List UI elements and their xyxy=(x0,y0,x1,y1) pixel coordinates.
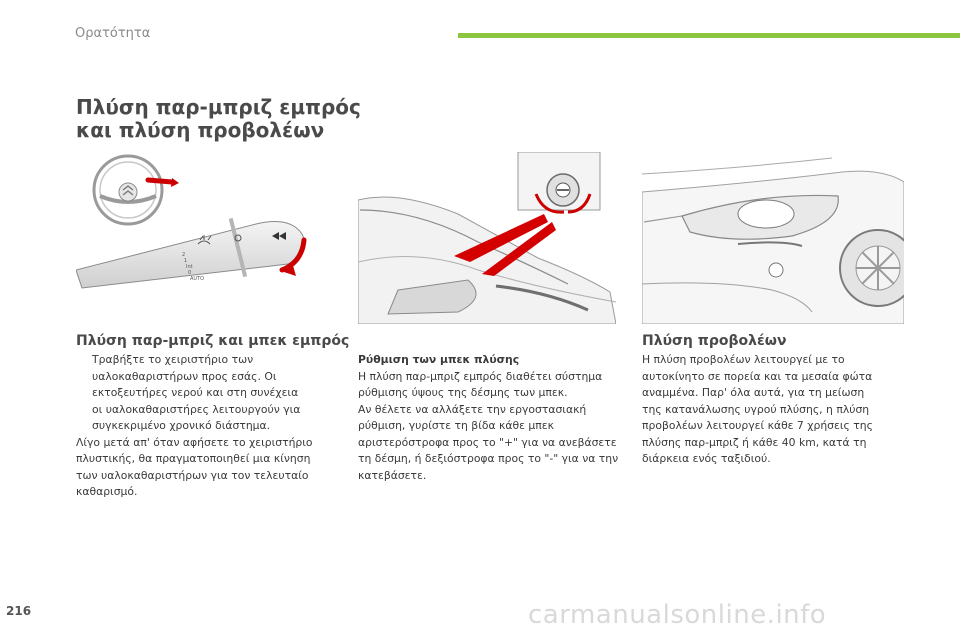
text-line: ρύθμισης ύψους της δέσμης των μπεκ. xyxy=(358,386,568,399)
page-title xyxy=(76,96,361,142)
text-line: προβολέων λειτουργεί κάθε 7 χρήσεις της xyxy=(642,419,873,432)
nozzle-adjustment-subtitle: Ρύθμιση των μπεκ πλύσης xyxy=(358,353,520,366)
text-line: της κατανάλωσης υγρού πλύσης, η πλύση xyxy=(642,402,870,416)
text-line: καθαρισμό. xyxy=(76,485,138,498)
wiper-stalk-illustration xyxy=(76,152,322,290)
text-line: υαλοκαθαριστήρων προς εσάς. Οι xyxy=(92,369,277,383)
section-label: Ορατότητα xyxy=(75,26,151,41)
headlamp-wash-text xyxy=(642,352,892,468)
text-line: διάρκεια ενός ταξιδιού. xyxy=(642,452,771,465)
nozzle-adjustment-text xyxy=(358,352,622,484)
bullet-arrow-icon xyxy=(76,352,92,435)
text-line: συγκεκριμένο χρονικό διάστημα. xyxy=(92,419,271,432)
stalk-label: 2 xyxy=(182,252,186,258)
text-line: οι υαλοκαθαριστήρες λειτουργούν για xyxy=(92,402,301,416)
text-line: πλύσης παρ-μπριζ ή κάθε 40 km, κατά τη xyxy=(642,435,867,449)
text-line: αριστερόστροφα προς το "+" για να ανεβάσετε xyxy=(358,435,617,449)
text-line: Λίγο μετά απ' όταν αφήσετε το χειριστήριο xyxy=(76,435,313,449)
stalk-label: AUTO xyxy=(190,276,205,282)
section-heading-windscreen-wash: Πλύση παρ-μπριζ και μπεκ εμπρός xyxy=(76,333,350,349)
text-line: των υαλοκαθαριστήρων για τον τελευταίο xyxy=(76,468,309,482)
windscreen-wash-text xyxy=(76,352,326,501)
text-line: αυτοκίνητο σε πορεία και τα μεσαία φώτα xyxy=(642,369,873,383)
page-number: 216 xyxy=(6,604,32,618)
watermark: carmanualsonline.info xyxy=(528,600,827,630)
headlamp-washer-illustration xyxy=(642,152,904,324)
section-heading-headlamp-wash: Πλύση προβολέων xyxy=(642,333,787,349)
text-line: Αν θέλετε να αλλάξετε την εργοστασιακή xyxy=(358,402,587,416)
text-line: πλυστικής, θα πραγματοποιηθεί μια κίνηση xyxy=(76,452,311,465)
page-title-line1: Πλύση παρ-μπριζ εμπρός xyxy=(76,95,361,119)
instruction-bullet xyxy=(76,352,326,435)
text-line: κατεβάσετε. xyxy=(358,468,427,482)
text-line: τη δέσμη, ή δεξιόστροφα προς το "-" για να την xyxy=(358,452,619,465)
stalk-label: Int xyxy=(186,264,193,270)
header-accent-bar xyxy=(458,33,960,38)
text-line: αναμμένα. Παρ' όλα αυτά, για τη μείωση xyxy=(642,386,865,399)
text-line: εκτοξευτήρες νερού και στη συνέχεια xyxy=(92,386,299,399)
text-line: Η πλύση προβολέων λειτουργεί με το xyxy=(642,353,845,366)
stalk-label: 0 xyxy=(188,270,192,276)
text-line: Η πλύση παρ-μπριζ εμπρός διαθέτει σύστημα xyxy=(358,369,603,383)
stalk-label: 1 xyxy=(184,258,188,264)
text-line: Τραβήξτε το χειριστήριο των xyxy=(92,353,254,366)
washer-nozzle-illustration xyxy=(358,152,616,324)
page-title-line2: και πλύση προβολέων xyxy=(76,118,325,142)
text-line: ρύθμιση, γυρίστε τη βίδα κάθε μπεκ xyxy=(358,419,554,432)
